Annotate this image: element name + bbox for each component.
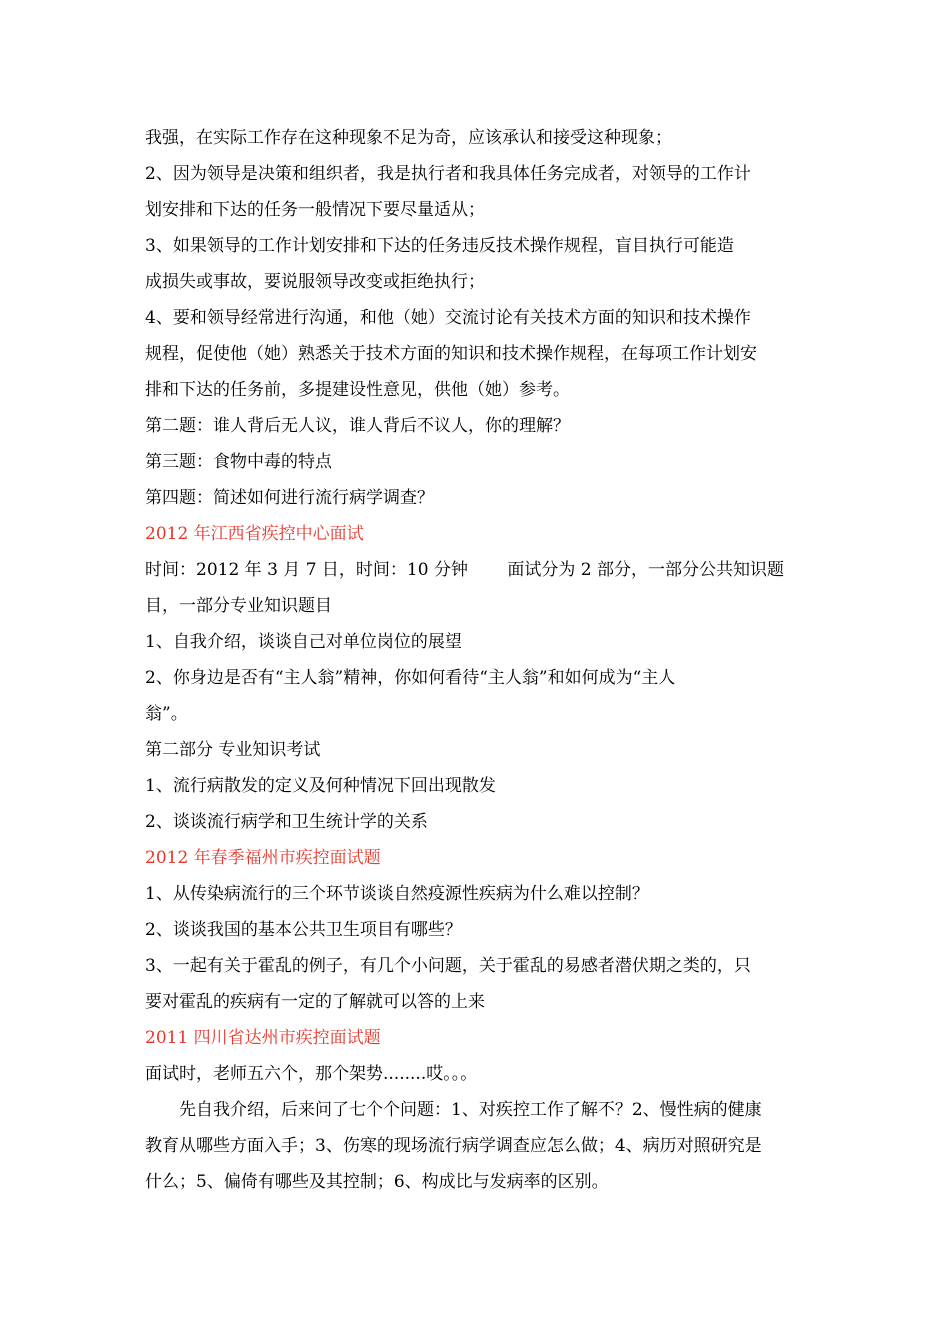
paragraph-line: 要对霍乱的疾病有一定的了解就可以答的上来 [145, 992, 485, 1012]
paragraph-line: 3、一起有关于霍乱的例子，有几个小问题，关于霍乱的易感者潜伏期之类的，只 [145, 956, 751, 976]
paragraph-line: 1、自我介绍，谈谈自己对单位岗位的展望 [145, 632, 462, 652]
paragraph-line: 1、流行病散发的定义及何种情况下回出现散发 [145, 776, 496, 796]
paragraph-line: 3、如果领导的工作计划安排和下达的任务违反技术操作规程，盲目执行可能造 [145, 236, 734, 256]
paragraph-line: 第二部分 专业知识考试 [145, 740, 321, 760]
section-heading: 2012 年江西省疾控中心面试 [145, 524, 364, 544]
paragraph-line: 2、谈谈流行病学和卫生统计学的关系 [145, 812, 428, 832]
paragraph-line: 划安排和下达的任务一般情况下要尽量适从； [145, 200, 485, 220]
section-heading: 2011 四川省达州市疾控面试题 [145, 1028, 381, 1048]
paragraph-line: 第三题：食物中毒的特点 [145, 452, 332, 472]
paragraph-line: 我强，在实际工作存在这种现象不足为奇，应该承认和接受这种现象； [145, 128, 672, 148]
document-page [145, 120, 810, 1200]
paragraph-line: 2、谈谈我国的基本公共卫生项目有哪些？ [145, 920, 462, 940]
paragraph-line: 1、从传染病流行的三个环节谈谈自然疫源性疾病为什么难以控制？ [145, 884, 649, 904]
paragraph-line: 目，一部分专业知识题目 [145, 596, 332, 616]
paragraph-line: 面试时，老师五六个，那个架势........哎。。。 [145, 1064, 478, 1084]
paragraph-line: 什么；5、偏倚有哪些及其控制；6、构成比与发病率的区别。 [145, 1172, 609, 1192]
paragraph-line: 成损失或事故，要说服领导改变或拒绝执行； [145, 272, 485, 292]
paragraph-line: 第二题：谁人背后无人议，谁人背后不议人，你的理解？ [145, 416, 570, 436]
paragraph-line: 先自我介绍，后来问了七个个问题：1、对疾控工作了解不？2、慢性病的健康 [179, 1100, 762, 1120]
paragraph-line: 2、因为领导是决策和组织者，我是执行者和我具体任务完成者，对领导的工作计 [145, 164, 751, 184]
paragraph-line: 排和下达的任务前，多提建设性意见，供他（她）参考。 [145, 380, 570, 400]
paragraph-line: 教育从哪些方面入手；3、伤寒的现场流行病学调查应怎么做；4、病历对照研究是 [145, 1136, 762, 1156]
paragraph-line: 第四题：简述如何进行流行病学调查？ [145, 488, 434, 508]
paragraph-line: 规程，促使他（她）熟悉关于技术方面的知识和技术操作规程，在每项工作计划安 [145, 344, 757, 364]
section-heading: 2012 年春季福州市疾控面试题 [145, 848, 381, 868]
paragraph-line: 2、你身边是否有“主人翁”精神，你如何看待“主人翁”和如何成为“主人 [145, 668, 676, 688]
paragraph-line: 时间：2012 年 3 月 7 日，时间：10 分钟 面试分为 2 部分，一部分公共知识题 [145, 560, 784, 580]
paragraph-line: 4、要和领导经常进行沟通，和他（她）交流讨论有关技术方面的知识和技术操作 [145, 308, 751, 328]
paragraph-line: 翁”。 [145, 704, 188, 724]
